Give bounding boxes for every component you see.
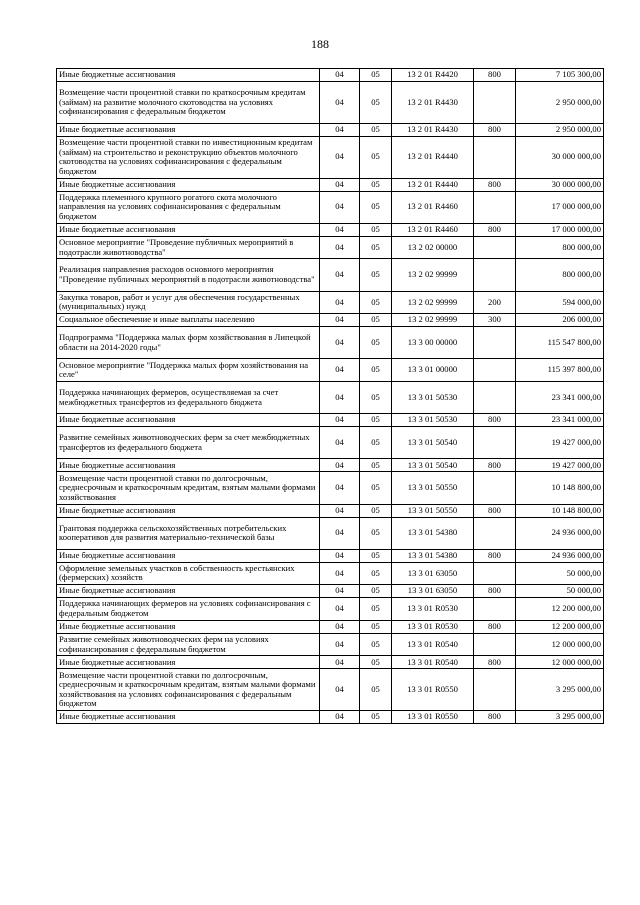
target-article-cell: 13 3 01 50550: [392, 472, 474, 504]
subsection-code-cell: 05: [360, 549, 392, 562]
section-code-cell: 04: [320, 459, 360, 472]
subsection-code-cell: 05: [360, 314, 392, 327]
table-row: [57, 381, 604, 413]
table-row: [57, 562, 604, 585]
target-article-cell: 13 3 00 00000: [392, 327, 474, 359]
table-row: [57, 236, 604, 259]
expense-type-cell: [474, 359, 516, 382]
expense-type-cell: 800: [474, 549, 516, 562]
item-name-cell: Иные бюджетные ассигнования: [57, 414, 320, 427]
budget-table-body: [57, 69, 604, 724]
amount-cell: 10 148 800,00: [516, 504, 604, 517]
target-article-cell: 13 3 01 50530: [392, 381, 474, 413]
expense-type-cell: [474, 562, 516, 585]
section-code-cell: 04: [320, 711, 360, 724]
subsection-code-cell: 05: [360, 223, 392, 236]
subsection-code-cell: 05: [360, 711, 392, 724]
expense-type-cell: 800: [474, 69, 516, 82]
amount-cell: 115 397 800,00: [516, 359, 604, 382]
item-name-cell: Иные бюджетные ассигнования: [57, 178, 320, 191]
subsection-code-cell: 05: [360, 381, 392, 413]
amount-cell: 23 341 000,00: [516, 381, 604, 413]
table-row: [57, 633, 604, 656]
target-article-cell: 13 2 01 R4430: [392, 123, 474, 136]
section-code-cell: 04: [320, 178, 360, 191]
item-name-cell: Возмещение части процентной ставки по инвестиционным кредитам (займам) на строительство и реконструкцию объектов молочного скотоводства на условиях софинансирования с федеральным бюджетом: [57, 136, 320, 178]
target-article-cell: 13 2 01 R4460: [392, 223, 474, 236]
item-name-cell: Иные бюджетные ассигнования: [57, 123, 320, 136]
section-code-cell: 04: [320, 620, 360, 633]
item-name-cell: Возмещение части процентной ставки по краткосрочным кредитам (займам) на развитие молочного скотоводства на условиях софинансирования с федеральным бюджетом: [57, 82, 320, 124]
amount-cell: 12 200 000,00: [516, 598, 604, 621]
table-row: [57, 191, 604, 223]
subsection-code-cell: 05: [360, 259, 392, 291]
target-article-cell: 13 3 01 R0530: [392, 620, 474, 633]
table-row: [57, 69, 604, 82]
amount-cell: 17 000 000,00: [516, 191, 604, 223]
table-row: [57, 327, 604, 359]
table-row: [57, 123, 604, 136]
target-article-cell: 13 2 01 R4420: [392, 69, 474, 82]
amount-cell: 12 200 000,00: [516, 620, 604, 633]
section-code-cell: 04: [320, 69, 360, 82]
item-name-cell: Поддержка начинающих фермеров на условиях софинансирования с федеральным бюджетом: [57, 598, 320, 621]
target-article-cell: 13 3 01 R0540: [392, 633, 474, 656]
subsection-code-cell: 05: [360, 656, 392, 669]
expense-type-cell: 800: [474, 585, 516, 598]
table-row: [57, 359, 604, 382]
section-code-cell: 04: [320, 414, 360, 427]
expense-type-cell: [474, 327, 516, 359]
table-row: [57, 459, 604, 472]
table-row: [57, 259, 604, 291]
item-name-cell: Иные бюджетные ассигнования: [57, 711, 320, 724]
amount-cell: 800 000,00: [516, 236, 604, 259]
expense-type-cell: 800: [474, 223, 516, 236]
section-code-cell: 04: [320, 82, 360, 124]
item-name-cell: Социальное обеспечение и иные выплаты населению: [57, 314, 320, 327]
section-code-cell: 04: [320, 314, 360, 327]
section-code-cell: 04: [320, 359, 360, 382]
section-code-cell: 04: [320, 327, 360, 359]
expense-type-cell: [474, 472, 516, 504]
amount-cell: 19 427 000,00: [516, 427, 604, 459]
table-row: [57, 504, 604, 517]
target-article-cell: 13 2 01 R4440: [392, 136, 474, 178]
target-article-cell: 13 3 01 50540: [392, 427, 474, 459]
item-name-cell: Возмещение части процентной ставки по долгосрочным, среднесрочным и краткосрочным кредитам, взятым малыми формами хозяйствования: [57, 472, 320, 504]
subsection-code-cell: 05: [360, 633, 392, 656]
target-article-cell: 13 3 01 R0550: [392, 711, 474, 724]
amount-cell: 19 427 000,00: [516, 459, 604, 472]
item-name-cell: Иные бюджетные ассигнования: [57, 459, 320, 472]
subsection-code-cell: 05: [360, 327, 392, 359]
target-article-cell: 13 2 02 00000: [392, 236, 474, 259]
table-row: [57, 669, 604, 711]
section-code-cell: 04: [320, 656, 360, 669]
table-row: [57, 427, 604, 459]
section-code-cell: 04: [320, 223, 360, 236]
amount-cell: 50 000,00: [516, 562, 604, 585]
subsection-code-cell: 05: [360, 136, 392, 178]
target-article-cell: 13 3 01 63050: [392, 585, 474, 598]
item-name-cell: Реализация направления расходов основного мероприятия "Проведение публичных мероприятий в подотрасли животноводства": [57, 259, 320, 291]
section-code-cell: 04: [320, 504, 360, 517]
amount-cell: 3 295 000,00: [516, 669, 604, 711]
subsection-code-cell: 05: [360, 669, 392, 711]
item-name-cell: Возмещение части процентной ставки по долгосрочным, среднесрочным и краткосрочным кредитам, взятым малыми формами хозяйствования на условиях софинансирования с федеральным бюджетом: [57, 669, 320, 711]
subsection-code-cell: 05: [360, 123, 392, 136]
target-article-cell: 13 3 01 50550: [392, 504, 474, 517]
target-article-cell: 13 3 01 R0550: [392, 669, 474, 711]
expense-type-cell: [474, 136, 516, 178]
section-code-cell: 04: [320, 381, 360, 413]
subsection-code-cell: 05: [360, 414, 392, 427]
amount-cell: 10 148 800,00: [516, 472, 604, 504]
expense-type-cell: [474, 191, 516, 223]
item-name-cell: Грантовая поддержка сельскохозяйственных потребительских кооперативов для развития материально-технической базы: [57, 517, 320, 549]
section-code-cell: 04: [320, 585, 360, 598]
item-name-cell: Подпрограмма "Поддержка малых форм хозяйствования в Липецкой области на 2014-2020 годы": [57, 327, 320, 359]
target-article-cell: 13 3 01 63050: [392, 562, 474, 585]
expense-type-cell: [474, 82, 516, 124]
subsection-code-cell: 05: [360, 82, 392, 124]
section-code-cell: 04: [320, 562, 360, 585]
target-article-cell: 13 3 01 00000: [392, 359, 474, 382]
target-article-cell: 13 3 01 50540: [392, 459, 474, 472]
section-code-cell: 04: [320, 291, 360, 314]
table-row: [57, 656, 604, 669]
item-name-cell: Иные бюджетные ассигнования: [57, 549, 320, 562]
table-row: [57, 178, 604, 191]
subsection-code-cell: 05: [360, 562, 392, 585]
section-code-cell: 04: [320, 633, 360, 656]
target-article-cell: 13 2 02 99999: [392, 291, 474, 314]
item-name-cell: Развитие семейных животноводческих ферм на условиях софинансирования с федеральным бюджетом: [57, 633, 320, 656]
section-code-cell: 04: [320, 427, 360, 459]
expense-type-cell: [474, 236, 516, 259]
target-article-cell: 13 2 01 R4460: [392, 191, 474, 223]
item-name-cell: Развитие семейных животноводческих ферм за счет межбюджетных трансфертов из федерального бюджета: [57, 427, 320, 459]
target-article-cell: 13 3 01 54380: [392, 549, 474, 562]
subsection-code-cell: 05: [360, 598, 392, 621]
expense-type-cell: 800: [474, 459, 516, 472]
table-row: [57, 314, 604, 327]
table-row: [57, 223, 604, 236]
section-code-cell: 04: [320, 236, 360, 259]
amount-cell: 800 000,00: [516, 259, 604, 291]
amount-cell: 12 000 000,00: [516, 656, 604, 669]
amount-cell: 12 000 000,00: [516, 633, 604, 656]
page-number: 188: [311, 37, 329, 51]
expense-type-cell: 800: [474, 504, 516, 517]
subsection-code-cell: 05: [360, 517, 392, 549]
section-code-cell: 04: [320, 517, 360, 549]
table-row: [57, 711, 604, 724]
amount-cell: 115 547 800,00: [516, 327, 604, 359]
item-name-cell: Иные бюджетные ассигнования: [57, 585, 320, 598]
expense-type-cell: 800: [474, 656, 516, 669]
expense-type-cell: 800: [474, 178, 516, 191]
expense-type-cell: 800: [474, 620, 516, 633]
subsection-code-cell: 05: [360, 359, 392, 382]
expense-type-cell: [474, 517, 516, 549]
table-row: [57, 82, 604, 124]
target-article-cell: 13 2 02 99999: [392, 259, 474, 291]
subsection-code-cell: 05: [360, 504, 392, 517]
item-name-cell: Иные бюджетные ассигнования: [57, 504, 320, 517]
budget-table: [56, 68, 604, 724]
subsection-code-cell: 05: [360, 472, 392, 504]
section-code-cell: 04: [320, 549, 360, 562]
target-article-cell: 13 2 02 99999: [392, 314, 474, 327]
table-row: [57, 549, 604, 562]
item-name-cell: Поддержка начинающих фермеров, осуществляемая за счет межбюджетных трансфертов из федерального бюджета: [57, 381, 320, 413]
table-row: [57, 620, 604, 633]
table-row: [57, 414, 604, 427]
amount-cell: 594 000,00: [516, 291, 604, 314]
expense-type-cell: [474, 633, 516, 656]
expense-type-cell: 200: [474, 291, 516, 314]
item-name-cell: Поддержка племенного крупного рогатого скота молочного направления на условиях софинансирования с федеральным бюджетом: [57, 191, 320, 223]
amount-cell: 23 341 000,00: [516, 414, 604, 427]
subsection-code-cell: 05: [360, 620, 392, 633]
target-article-cell: 13 3 01 R0530: [392, 598, 474, 621]
item-name-cell: Иные бюджетные ассигнования: [57, 656, 320, 669]
amount-cell: 24 936 000,00: [516, 517, 604, 549]
subsection-code-cell: 05: [360, 291, 392, 314]
item-name-cell: Основное мероприятие "Проведение публичных мероприятий в подотрасли животноводства": [57, 236, 320, 259]
item-name-cell: Иные бюджетные ассигнования: [57, 223, 320, 236]
subsection-code-cell: 05: [360, 69, 392, 82]
expense-type-cell: 800: [474, 711, 516, 724]
table-row: [57, 585, 604, 598]
expense-type-cell: [474, 259, 516, 291]
section-code-cell: 04: [320, 123, 360, 136]
expense-type-cell: 800: [474, 414, 516, 427]
subsection-code-cell: 05: [360, 236, 392, 259]
amount-cell: 206 000,00: [516, 314, 604, 327]
target-article-cell: 13 2 01 R4430: [392, 82, 474, 124]
expense-type-cell: [474, 427, 516, 459]
section-code-cell: 04: [320, 259, 360, 291]
section-code-cell: 04: [320, 191, 360, 223]
subsection-code-cell: 05: [360, 427, 392, 459]
table-row: [57, 136, 604, 178]
target-article-cell: 13 3 01 R0540: [392, 656, 474, 669]
expense-type-cell: [474, 381, 516, 413]
amount-cell: 50 000,00: [516, 585, 604, 598]
section-code-cell: 04: [320, 472, 360, 504]
expense-type-cell: [474, 598, 516, 621]
item-name-cell: Основное мероприятие "Поддержка малых форм хозяйствования на селе": [57, 359, 320, 382]
section-code-cell: 04: [320, 598, 360, 621]
item-name-cell: Иные бюджетные ассигнования: [57, 69, 320, 82]
section-code-cell: 04: [320, 669, 360, 711]
target-article-cell: 13 3 01 50530: [392, 414, 474, 427]
amount-cell: 24 936 000,00: [516, 549, 604, 562]
amount-cell: 30 000 000,00: [516, 178, 604, 191]
subsection-code-cell: 05: [360, 459, 392, 472]
amount-cell: 2 950 000,00: [516, 123, 604, 136]
table-row: [57, 472, 604, 504]
target-article-cell: 13 2 01 R4440: [392, 178, 474, 191]
item-name-cell: Оформление земельных участков в собственность крестьянских (фермерских) хозяйств: [57, 562, 320, 585]
table-row: [57, 598, 604, 621]
amount-cell: 3 295 000,00: [516, 711, 604, 724]
item-name-cell: Закупка товаров, работ и услуг для обеспечения государственных (муниципальных) нужд: [57, 291, 320, 314]
table-row: [57, 291, 604, 314]
expense-type-cell: 300: [474, 314, 516, 327]
expense-type-cell: [474, 669, 516, 711]
item-name-cell: Иные бюджетные ассигнования: [57, 620, 320, 633]
section-code-cell: 04: [320, 136, 360, 178]
expense-type-cell: 800: [474, 123, 516, 136]
amount-cell: 7 105 300,00: [516, 69, 604, 82]
target-article-cell: 13 3 01 54380: [392, 517, 474, 549]
subsection-code-cell: 05: [360, 178, 392, 191]
amount-cell: 17 000 000,00: [516, 223, 604, 236]
subsection-code-cell: 05: [360, 191, 392, 223]
table-row: [57, 517, 604, 549]
amount-cell: 2 950 000,00: [516, 82, 604, 124]
subsection-code-cell: 05: [360, 585, 392, 598]
amount-cell: 30 000 000,00: [516, 136, 604, 178]
